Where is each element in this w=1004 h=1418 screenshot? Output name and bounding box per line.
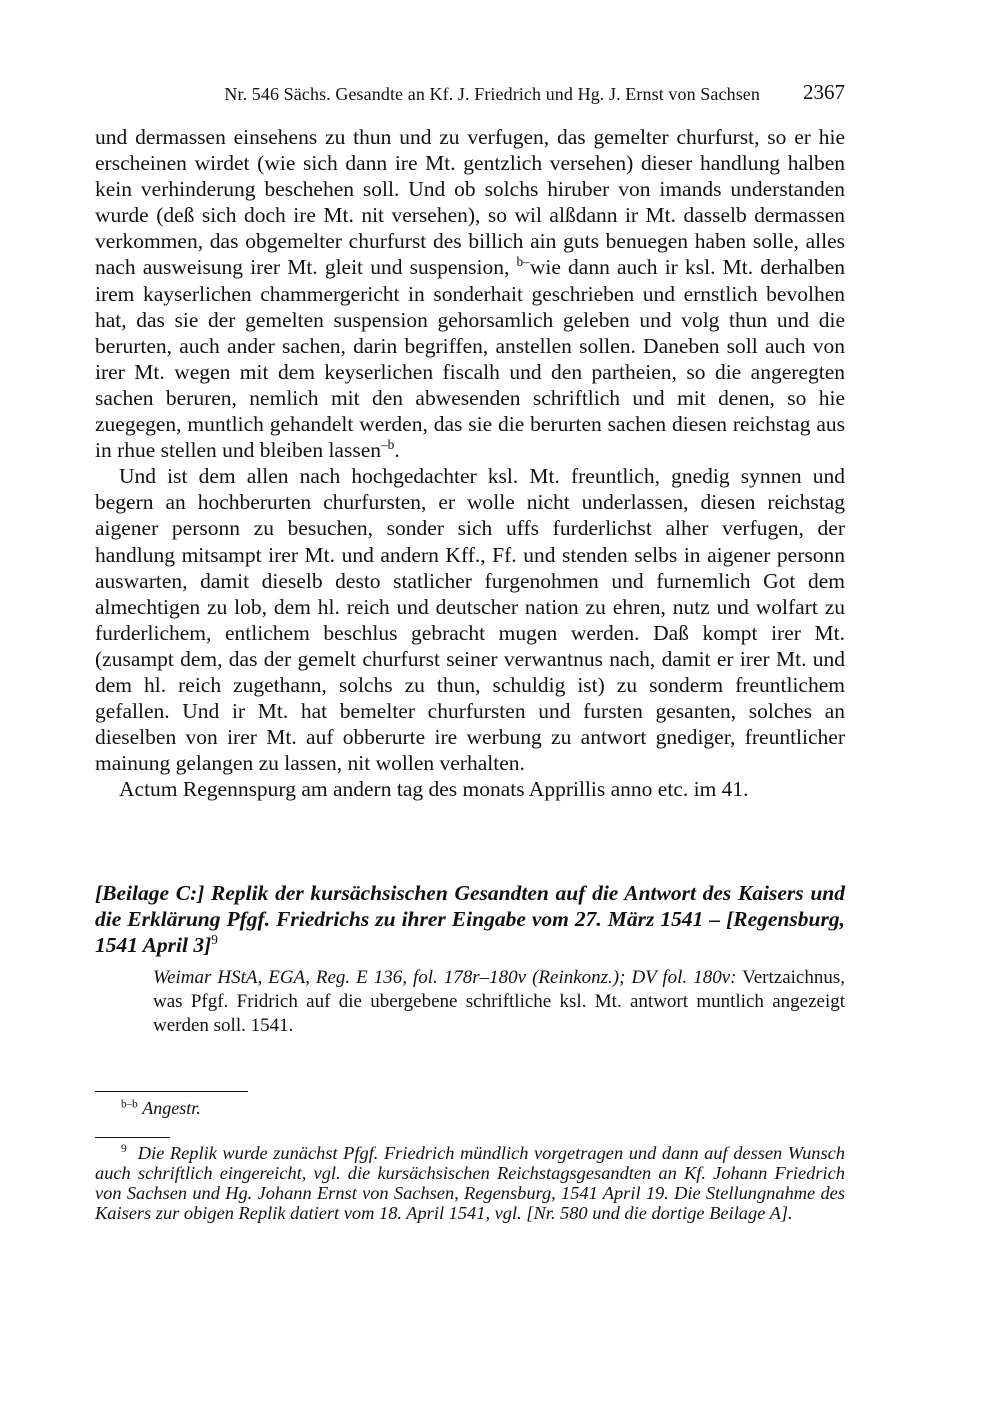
footnote-9 [95, 1143, 845, 1223]
running-header [95, 80, 845, 110]
paragraph-2: Und ist dem allen nach hochgedachter ksl. Mt. freuntlich, gnedig synnen und begern an hochberurten churfursten, er wolle nicht underlassen, diesen reichstag aigener personn zu besuchen, sonder sich uffs furderlichst alher verfugen, der handlung mitsampt irer Mt. und andern Kff., Ff. und stenden selbs in aigener personn auswarten, damit dieselb desto statlicher furgenohmen und furnemlich Got dem almechtigen zu lob, dem hl. reich und deutscher nation zu ehren, nutz und wolfart zu furderlichem, entlichem beschlus gebracht mugen werden. Daß kompt irer Mt. (zusampt dem, das der gemelt churfurst seiner verwantnus nach, damit er irer Mt. und dem hl. reich zugethann, solchs zu thun, schuldig ist) zu sonderm freuntlichem gefallen. Und ir Mt. hat bemelter churfursten und fursten gesanten, solches an dieselben von irer Mt. auf obberurte ire werbung zu antwort gnediger, freuntlicher mainung gelangen zu lassen, nit wollen verhalten. [95, 464, 845, 776]
footnote-divider-1 [95, 1091, 248, 1092]
paragraph-1: und dermassen einsehens zu thun und zu verfugen, das gemelter churfurst, so er hie erscheinen wirdet (wie sich dann ire Mt. gentzlich versehen) dieser handlung halben kein verhinderung beschehen soll. Und ob solchs hiruber von imands understanden wurde (deß sich doch ire Mt. nit versehen), so wil alßdann ir Mt. dasselb dermassen verkommen, das obgemelter churfurst des billich ain guts benuegen haben solle, alles nach ausweisung irer Mt. gleit und suspension, $^{b-}$wie dann auch ir ksl. Mt. derhalben irem kayserlichen chammergericht in sonderhait geschrieben und ernstlich bevolhen hat, das sie der gemelten suspension gehorsamlich geleben und volg thun und die berurten, auch ander sachen, darin begriffen, anstellen sollen. Daneben soll auch von irer Mt. wegen mit dem keyserlichen fiscalh und den partheien, so die angeregten sachen beruren, nemlich mit den abwesenden schriftlich und mit denen, so hie zuegegen, muntlich gehandelt werden, das sie die berurten sachen diesen reichstag aus in rhue stellen und bleiben lassen$^{-b}$. [95, 125, 845, 463]
running-title: Nr. 546 Sächs. Gesandte an Kf. J. Friedrich und Hg. J. Ernst von Sachsen [224, 84, 760, 104]
footnote-b [121, 1098, 201, 1119]
footnote-ref-9: 9 [211, 932, 218, 948]
footnote-9-number: 9 [121, 1143, 127, 1156]
source-description: Vertzaichnus, was Pfgf. Fridrich auf die ubergebene schriftliche ksl. Mt. antwort muntlich angezeigt werden soll. 1541. [153, 967, 845, 1036]
beilage-heading: [Beilage C:] Replik der kursächsischen Gesandten auf die Antwort des Kaisers und die Erklärung Pfgf. Friedrichs zu ihrer Eingabe vom 27. März 1541 – [Regensburg, 1541 April 3]$^9$ [95, 881, 845, 957]
source-archive: Weimar HStA, EGA, Reg. E 136, fol. 178r–180v (Reinkonz.); DV fol. 180v: [153, 967, 737, 988]
main-text [95, 124, 845, 802]
footnote-b-mark: b–b [121, 1098, 138, 1111]
paragraph-3: Actum Regennspurg am andern tag des monats Apprillis anno etc. im 41. [119, 777, 749, 802]
footnote-divider-2 [95, 1137, 170, 1138]
footnote-b-text: Angestr. [142, 1098, 201, 1118]
page-number: 2367 [803, 80, 845, 104]
source-note [153, 966, 845, 1038]
footnote-9-text: Die Replik wurde zunächst Pfgf. Friedrich mündlich vorgetragen und dann auf dessen Wunsch auch schriftlich eingereicht, vgl. die kursächsischen Reichstagsgesandten an Kf. Johann Friedrich von Sachsen und Hg. Johann Ernst von Sachsen, Regensburg, 1541 April 19. Die Stellungnahme des Kaisers zur obigen Replik datiert vom 18. April 1541, vgl. [Nr. 580 und die dortige Beilage A]. [95, 1143, 845, 1223]
critical-mark-close: –b [381, 437, 395, 453]
critical-mark-open: b– [516, 254, 530, 270]
